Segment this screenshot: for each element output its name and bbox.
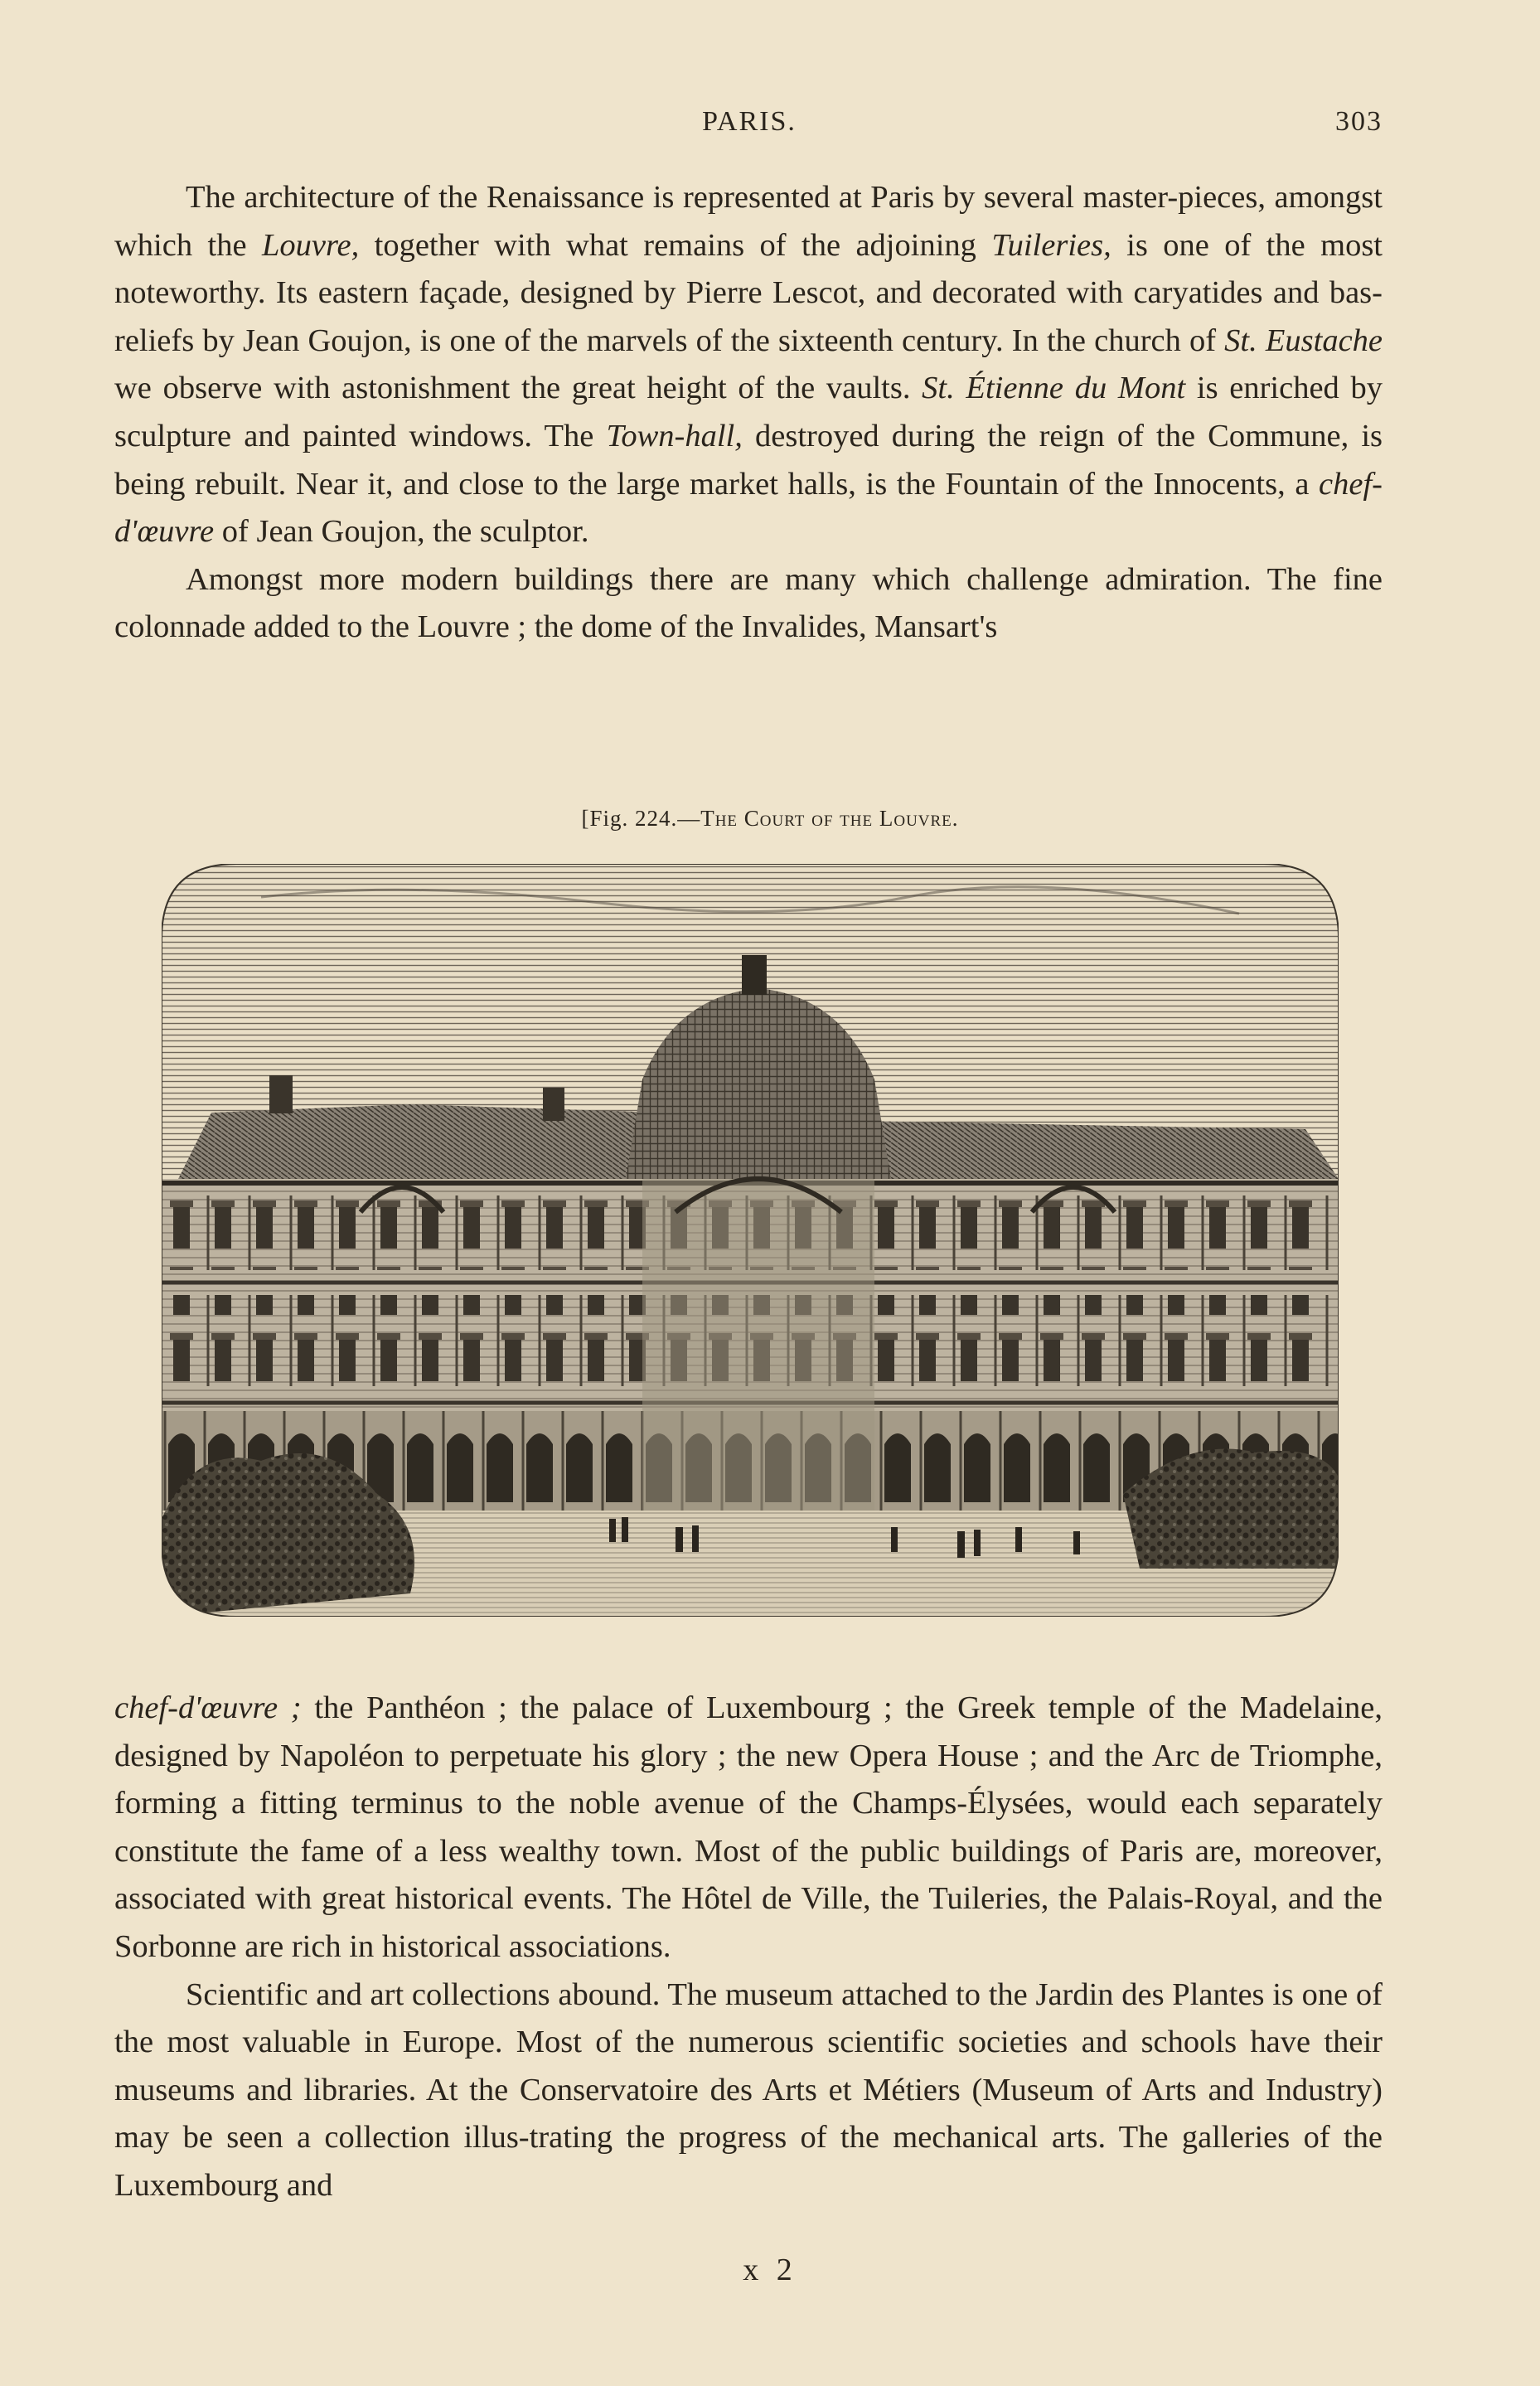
italic-run: chef-d'œuvre ; — [114, 1690, 302, 1725]
italic-run: Louvre, — [261, 227, 360, 263]
paragraph-collections — [114, 1971, 1383, 2210]
text-run: Amongst more modern buildings there are many which challenge admiration. The fine colonnade added to the Louvre ; the dome of the Invalides, Mansart's — [114, 561, 1383, 645]
engraving-pavilion-front — [642, 1179, 874, 1511]
engraving-chimney-left — [269, 1075, 293, 1113]
italic-run: St. Eustache — [1224, 322, 1383, 358]
engraving-dome-lantern — [742, 955, 767, 995]
text-run: of Jean Goujon, the sculptor. — [214, 514, 589, 550]
italic-run: Town-hall, — [606, 418, 743, 453]
italic-run: Tuileries, — [991, 227, 1111, 263]
text-run: Scientific and art collections abound. The museum attached to the Jardin des Plantes is one of the most valuable in Europe. Most of the numerous scientific societies and schools have their museums and libraries. At the Conservatoire des Arts et Métiers (Museum of Arts and Industry) may be seen a collection illus-trating the progress of the mechanical arts. The galleries of the Luxembourg and — [114, 1976, 1383, 2203]
text-run: the Panthéon ; the palace of Luxembourg ; the Greek temple of the Madelaine, designed by Napoléon to perpetuate his glory ; the new Opera House ; and the Arc de Triomphe, forming a fitting terminus to the noble avenue of the Champs-Élysées, would each separately constitute the fame of a less wealthy town. Most of the public buildings of Paris are, moreover, associated with great historical events. The Hôtel de Ville, the Tuileries, the Palais-Royal, and the Sorbonne are rich in historical associations. — [114, 1690, 1383, 1964]
italic-run: St. Étienne du Mont — [922, 371, 1186, 406]
figure-caption — [0, 806, 1540, 832]
signature-mark: x 2 — [743, 2253, 797, 2287]
text-run: we observe with astonishment the great height of the vaults. — [114, 371, 923, 406]
page-number: 303 — [1335, 106, 1383, 137]
text-run: is one of the most noteworthy. Its eastern façade, designed by Pierre Lescot, and decorated with caryatides and bas-reliefs by Jean Goujon, is one of the marvels of the sixteenth century. In the church of — [114, 227, 1383, 358]
louvre-court-engraving — [162, 864, 1339, 1617]
paragraph-renaissance — [114, 174, 1383, 556]
engraving-chimney-mid — [543, 1088, 564, 1121]
paragraph-monuments — [114, 1685, 1383, 1971]
text-run: is enriched by sculpture and painted windows. The — [114, 371, 1383, 453]
figure-caption-number: [Fig. 224.— — [581, 806, 701, 831]
text-run: together with what remains of the adjoining — [359, 227, 992, 263]
running-head-title: PARIS. — [702, 106, 797, 137]
engraving-right-roof — [841, 1121, 1339, 1179]
running-head — [116, 98, 1383, 148]
text-run: destroyed during the reign of the Commune, is being rebuilt. Near it, and close to the large market halls, is the Fountain of the Innocents, a — [114, 418, 1383, 502]
bottom-text-block — [114, 1685, 1383, 2210]
text-run: The architecture of the Renaissance is represented at Paris by several master-pieces, amongst which the — [114, 180, 1383, 263]
top-text-block — [114, 174, 1383, 652]
engraving-left-roof — [178, 1104, 676, 1179]
paragraph-modern-buildings — [114, 556, 1383, 652]
italic-run: chef-d'œuvre — [114, 466, 1383, 550]
figure-caption-title: The Court of the Louvre. — [700, 806, 959, 831]
